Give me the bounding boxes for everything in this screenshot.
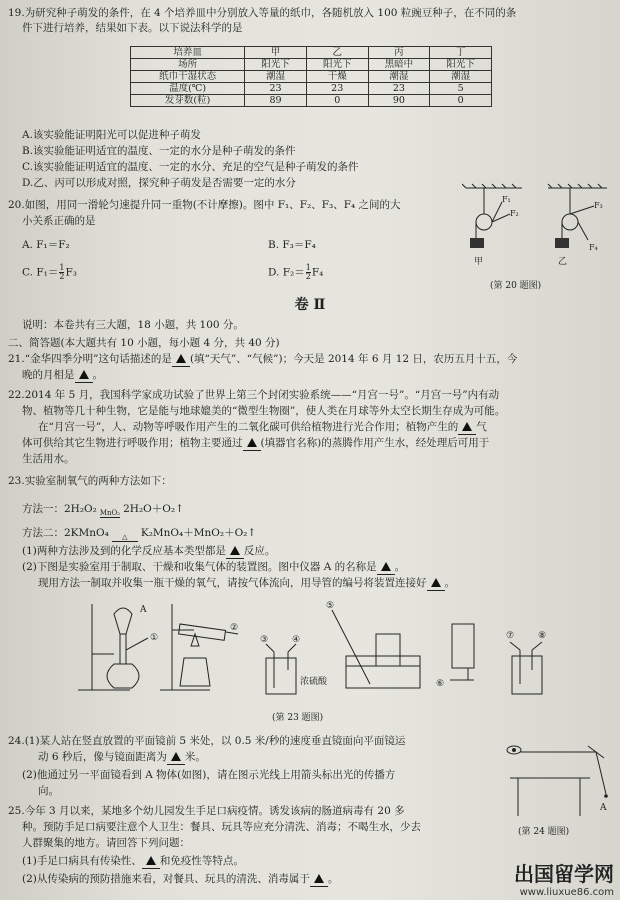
section-note: 说明：本卷共有三大题，18 小题，共 100 分。: [22, 319, 244, 331]
q23-text: (2)下图是实验室用于制取、干燥和收集气体的装置图。图中仪器 A 的名称是: [22, 561, 377, 573]
q22-line1: 22.2014 年 5 月，我国科学家成功试验了世界上第三个封闭实验系统——“月宫一号”。“月宫一号”内有动: [8, 389, 500, 401]
q21-line1: [8, 352, 517, 367]
q23-text: 。: [444, 577, 455, 589]
table-cell: 23: [368, 83, 430, 95]
label-jia: 甲: [474, 257, 484, 267]
blank-triangle-icon: [230, 546, 240, 555]
blank-triangle-icon: [314, 874, 324, 883]
label-f1: F₁: [502, 195, 511, 204]
q24-mirror-figure: [500, 740, 615, 820]
table-cell: 23: [245, 83, 307, 95]
table-cell: 丙: [368, 47, 430, 59]
table-cell: 甲: [245, 47, 307, 59]
tube-label-6: ⑥: [436, 679, 445, 689]
table-cell: 干燥: [306, 71, 368, 83]
fraction-numerator: 1: [305, 263, 311, 272]
q21-text: (填“天气”、“气候”)；今天是 2014 年 6 月 12 日，农历五月十五，今: [189, 353, 518, 365]
label-a: A: [600, 803, 607, 813]
q22-text: 体可供给其它生物进行呼吸作用；植物主要通过: [22, 437, 243, 449]
section-title: 卷 Ⅱ: [294, 297, 326, 313]
blank-triangle-icon: [247, 438, 257, 447]
q25-text: (1)手足口病具有传染性、: [22, 855, 142, 867]
q22-line3: [38, 420, 487, 435]
q22-text: 气: [476, 421, 487, 433]
label-yi: 乙: [558, 257, 568, 267]
answer-blank[interactable]: [243, 436, 261, 451]
q21-line2: [22, 368, 103, 383]
q23-part1: [22, 544, 275, 559]
acid-label: 浓硫酸: [300, 677, 328, 687]
table-cell: 培养皿: [131, 47, 245, 59]
table-header-row: [131, 47, 492, 59]
fraction: [59, 264, 64, 281]
q24-line3: (2)他通过另一平面镜看到 A 物体(如图)，请在图示光线上用箭头标出光的传播方: [22, 769, 396, 781]
table-cell: 场所: [131, 59, 245, 71]
tube-label-4: ④: [292, 635, 301, 645]
reaction-arrow: [100, 509, 120, 518]
q20-stem-line1: 20.如图，用同一滑轮匀速提升同一重物(不计摩擦)。图中 F₁、F₂、F₃、F₄ 之间的大: [8, 199, 401, 211]
q24-line1: 24.(1)某人站在竖直放置的平面镜前 5 米处，以 0.5 米/秒的速度垂直镜面向平面镜运: [8, 735, 406, 747]
catalyst-label: MnO₂: [99, 509, 121, 517]
table-cell: 黑暗中: [368, 59, 430, 71]
label-a: A: [140, 605, 147, 615]
q21-text: 晚的月相是: [22, 369, 75, 381]
q22-line4: [22, 436, 489, 451]
answer-blank[interactable]: [310, 872, 328, 887]
q23-part3: [38, 576, 455, 591]
table-cell: 发芽数(粒): [131, 95, 245, 107]
blank-triangle-icon: [462, 422, 472, 431]
fraction: [306, 264, 311, 281]
q23-method2: [22, 526, 256, 542]
label-f4: F₄: [589, 243, 598, 252]
object-a-dot: [604, 794, 608, 798]
q19-option-d: D.乙、丙可以形成对照，探究种子萌发是否需要一定的水分: [22, 177, 296, 189]
watermark: [514, 858, 614, 898]
weight-block: [555, 238, 569, 248]
table-row: [131, 83, 492, 95]
q23-text: (1)两种方法涉及到的化学反应基本类型都是: [22, 545, 226, 557]
tube-label-7: ⑦: [506, 631, 515, 641]
q20-stem-line2: 小关系正确的是: [22, 215, 96, 227]
answer-blank[interactable]: [226, 544, 244, 559]
table-cell: 潮湿: [430, 71, 492, 83]
q20-option-d-prefix: D. F₂＝: [268, 266, 305, 279]
q23-text: 反应。: [243, 545, 276, 557]
q20-option-d-suffix: F₄: [311, 266, 324, 279]
table-cell: 89: [245, 95, 307, 107]
q23-part2: [22, 560, 405, 575]
q19-stem-line2: 件下进行培养，结果如下表。以下说法科学的是: [22, 22, 243, 34]
q23-method1: [22, 502, 184, 518]
q22-line2: 物、植物等几十种生物，它是能与地球媲美的“微型生物圈”，使人类在月球等外太空长期生存成为可能。: [22, 405, 506, 417]
table-cell: 阳光下: [306, 59, 368, 71]
q25-line1: 25.今年 3 月以来，某地多个幼儿园发生手足口病疫情。诱发该病的肠道病毒有 20 多: [8, 805, 405, 817]
q25-line5: [22, 872, 338, 887]
table-cell: 乙: [306, 47, 368, 59]
tube-label-5: ⑤: [326, 601, 335, 611]
q25-text: 。: [327, 873, 339, 885]
blank-triangle-icon: [146, 856, 156, 865]
q23-stem: 23.实验室制氧气的两种方法如下：: [8, 475, 172, 487]
table-cell: 23: [306, 83, 368, 95]
q25-line3: 人群聚集的地方。请回答下列问题：: [22, 837, 190, 849]
q19-option-b: B.该实验能证明适宜的温度、一定的水分是种子萌发的条件: [22, 145, 296, 157]
q22-line5: 生活用水。: [22, 453, 75, 465]
q25-line4: [22, 854, 244, 869]
table-row: [131, 71, 492, 83]
equation-left: 方法二：2KMnO₄: [22, 527, 109, 539]
table-cell: 丁: [430, 47, 492, 59]
q24-text: 动 6 秒后，像与镜面距离为: [38, 751, 167, 763]
q23-apparatus-figure: [70, 594, 560, 704]
watermark-url: www.liuxue86.com: [519, 887, 614, 898]
q20-option-c-suffix: F₃: [65, 266, 77, 279]
q25-text: (2)从传染病的预防措施来看，对餐具、玩具的清洗、消毒属于: [22, 873, 310, 885]
q24-text: 米。: [184, 751, 206, 763]
answer-blank[interactable]: [172, 352, 190, 367]
q20-option-b: B. F₃＝F₄: [268, 239, 316, 251]
q20-figure-caption: (第 20 题图): [490, 281, 542, 291]
answer-blank[interactable]: [377, 560, 395, 575]
answer-blank[interactable]: [142, 854, 160, 869]
table-cell: 潮湿: [368, 71, 430, 83]
q22-text: (填器官名称)的蒸腾作用产生水，经处理后可用于: [260, 437, 490, 449]
blank-triangle-icon: [79, 370, 89, 379]
answer-blank[interactable]: [458, 420, 476, 435]
answer-blank[interactable]: [75, 368, 93, 383]
reaction-arrow: [112, 533, 138, 542]
equation-right: 2H₂O＋O₂↑: [123, 503, 184, 515]
q22-text: 在“月宫一号”，人、动物等呼吸作用产生的二氧化碳可供给植物进行光合作用；植物产生的: [38, 421, 459, 433]
q21-text: 。: [92, 369, 103, 381]
blank-triangle-icon: [431, 578, 441, 587]
table-cell: 5: [430, 83, 492, 95]
blank-triangle-icon: [381, 562, 391, 571]
q20-option-d: [268, 264, 323, 281]
blank-triangle-icon: [176, 354, 186, 363]
q24-line2: [38, 750, 206, 765]
label-f2: F₂: [510, 209, 519, 218]
q25-text: 和免疫性等特点。: [159, 855, 244, 867]
table-row: [131, 59, 492, 71]
table-cell: 潮湿: [245, 71, 307, 83]
blank-triangle-icon: [171, 752, 181, 761]
table-cell: 温度(℃): [131, 83, 245, 95]
q20-option-a: A. F₁＝F₂: [22, 239, 70, 251]
q20-option-c-prefix: C. F₁＝: [22, 266, 59, 279]
table-cell: 0: [430, 95, 492, 107]
q24-figure-caption: (第 24 题图): [518, 827, 570, 837]
table-cell: 阳光下: [245, 59, 307, 71]
tube-label-8: ⑧: [538, 631, 547, 641]
table-cell: 90: [368, 95, 430, 107]
tube-label-1: ①: [150, 633, 159, 643]
q20-pulley-figure: [462, 180, 612, 280]
table-cell: 纸巾干湿状态: [131, 71, 245, 83]
answer-blank[interactable]: [427, 576, 445, 591]
q19-table: [130, 46, 492, 107]
table-cell: 0: [306, 95, 368, 107]
q19-option-c: C.该实验能证明适宜的温度、一定的水分、充足的空气是种子萌发的条件: [22, 161, 359, 173]
q19-option-a: A.该实验能证明阳光可以促进种子萌发: [22, 129, 201, 141]
fraction-numerator: 1: [59, 263, 65, 272]
fraction-denominator: 2: [59, 272, 65, 281]
q21-text: 21.“金华四季分明”这句话描述的是: [8, 353, 172, 365]
weight-block: [470, 238, 484, 248]
equation-left: 方法一：2H₂O₂: [22, 503, 97, 515]
q23-text: 现用方法一制取并收集一瓶干燥的氧气，请按气体流向，用导管的编号将装置连接好: [38, 577, 427, 589]
tube-label-2: ②: [230, 623, 239, 633]
table-row: [131, 95, 492, 107]
answer-blank[interactable]: [167, 750, 185, 765]
table-cell: 阳光下: [430, 59, 492, 71]
q19-stem-line1: 19.为研究种子萌发的条件，在 4 个培养皿中分别放入等量的纸巾，各随机放入 100 粒豌豆种子，在不同的条: [8, 7, 517, 19]
tube-label-3: ③: [260, 635, 269, 645]
q20-option-c: [22, 264, 77, 281]
q25-line2: 种。预防手足口病要注意个人卫生：餐具、玩具等应充分清洗、消毒；不喝生水，少去: [22, 821, 421, 833]
q24-line4: 向。: [38, 785, 59, 797]
equation-right: K₂MnO₄＋MnO₂＋O₂↑: [140, 527, 257, 539]
q23-figure-caption: (第 23 题图): [272, 713, 324, 723]
watermark-brand: 出国留学网: [514, 862, 614, 886]
heat-label: △: [112, 533, 138, 542]
q23-text: 。: [394, 561, 406, 573]
fraction-denominator: 2: [305, 272, 311, 281]
part2-heading: 二、简答题(本大题共有 10 小题，每小题 4 分，共 40 分): [8, 337, 280, 349]
label-f3: F₃: [594, 201, 603, 210]
